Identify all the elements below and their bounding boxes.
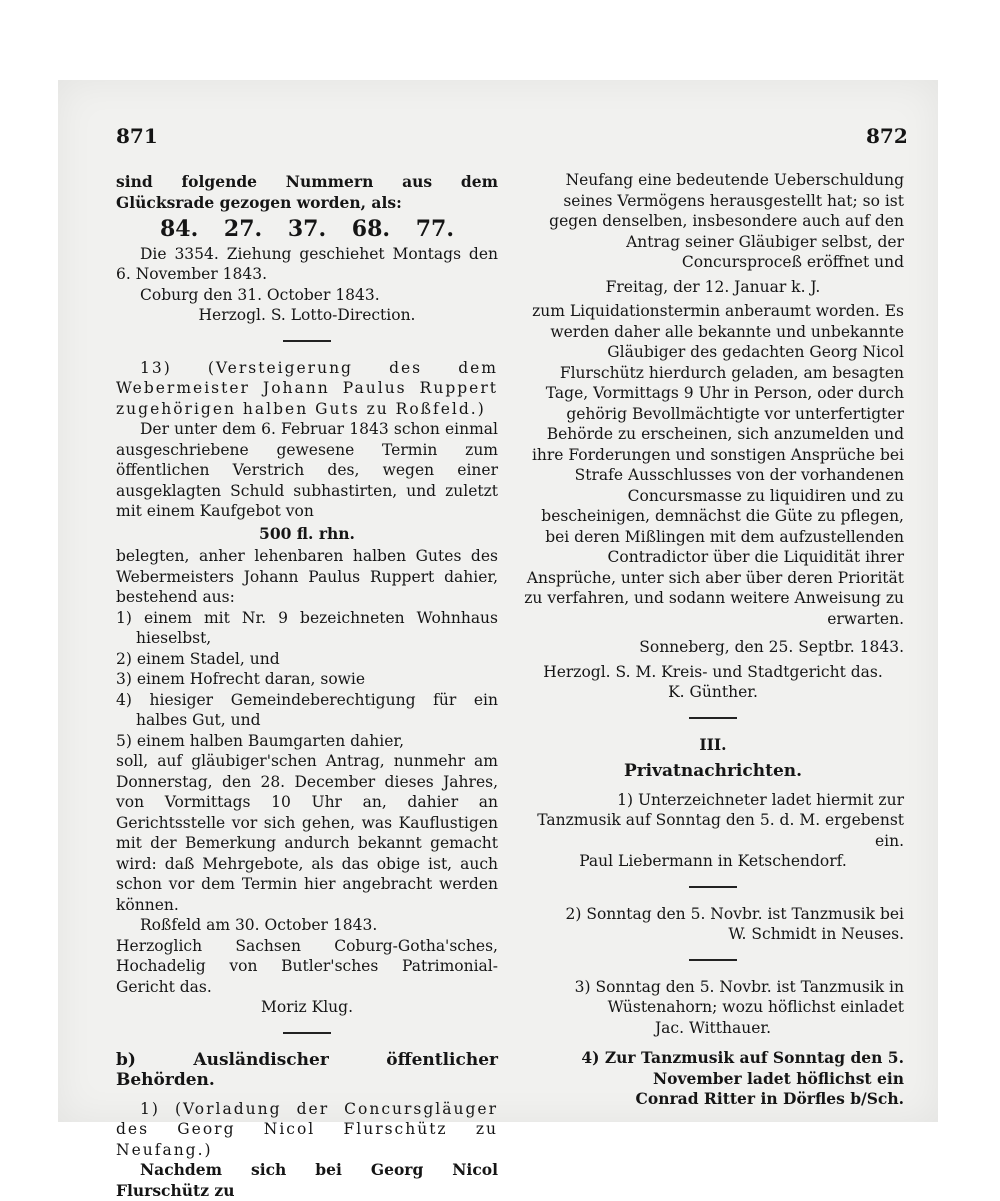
list-item: 1) einem mit Nr. 9 bezeichneten Wohnhaus hieselbst, — [116, 608, 498, 647]
notice-13-place-date: Roßfeld am 30. October 1843. — [140, 916, 378, 934]
section-3-numeral: III. — [699, 734, 727, 754]
ad-3-signer: Jac. Witthauer. — [654, 1018, 772, 1037]
separator-rule — [283, 340, 331, 342]
separator-rule — [283, 1032, 331, 1034]
continuation-paragraph-2: zum Liquidationstermin anberaumt worden. Es werden daher alle bekannte und unbekannte Gläubiger des gedachten Georg Nicol Flurschütz hierdurch geladen, am besagten Tage, Vormittags 9 Uhr in Person, oder durch gehörig Bevollmächtigte vor unterfertigter Behörde zu erscheinen, sich anzumelden und ihre Forderungen und sonstigen Ansprüche bei Strafe Ausschlusses von der vorhandenen Concursmasse zu liquidiren und zu bescheinigen, demnächst die Güte zu pflegen, bei deren Mißlingen mit dem aufzustellenden Contradictor über die Liquidität ihrer Ansprüche, unter sich aber über deren Priorität zu verfahren, und sodann weitere Anweisung zu erwarten. — [524, 302, 904, 628]
left-column — [116, 172, 498, 1201]
lottery-signature: Herzogl. S. Lotto-Direction. — [198, 306, 416, 324]
lottery-numbers: 84. 27. 37. 68. 77. — [159, 216, 454, 242]
ad-2-text: 2) Sonntag den 5. Novbr. ist Tanzmusik bei W. Schmidt in Neuses. — [565, 904, 904, 943]
ad-4-signer: Conrad Ritter in Dörfles b/Sch. — [635, 1089, 904, 1108]
section-b-heading: b) Ausländischer öffentlicher Behörden. — [116, 1049, 498, 1090]
section-b-item-1-start: Nachdem sich bei Georg Nicol Flurschütz zu — [116, 1160, 498, 1200]
ad-3-text: 3) Sonntag den 5. Novbr. ist Tanzmusik in Wüstenahorn; wozu höflichst einladet — [574, 977, 904, 1016]
liquidation-date: Freitag, der 12. Januar k. J. — [605, 277, 821, 296]
ad-1-signer: Paul Liebermann in Ketschendorf. — [579, 852, 847, 870]
section-b-item-1-title: 1) (Vorladung der Concursgläuger des Georg Nicol Flurschütz zu Neufang.) — [116, 1099, 498, 1159]
notice-13-court: Herzoglich Sachsen Coburg-Gotha'sches, Hochadelig von Butler'sches Patrimonial-Gericht das. — [116, 936, 498, 996]
lottery-next-draw: Die 3354. Ziehung geschiehet Montags den 6. November 1843. — [116, 244, 498, 283]
page-number-left: 871 — [116, 124, 158, 148]
continuation-place-date: Sonneberg, den 25. Septbr. 1843. — [639, 638, 904, 656]
continuation-paragraph-1: Neufang eine bedeutende Ueberschuldung seines Vermögens herausgestellt hat; so ist gegen denselben, insbesondere auch auf den Antrag seiner Gläubiger selbst, der Concursproceß eröffnet und — [549, 171, 904, 271]
notice-13-signer: Moriz Klug. — [260, 998, 354, 1016]
list-item: 2) einem Stadel, und — [116, 649, 280, 668]
lottery-place-date: Coburg den 31. October 1843. — [140, 285, 380, 304]
separator-rule — [689, 886, 737, 888]
list-item: 3) einem Hofrecht daran, sowie — [116, 670, 366, 688]
notice-13-paragraph-3: soll, auf gläubiger'schen Antrag, nunmehr am Donnerstag, den 28. December dieses Jahres, von Vormittags 10 Uhr an, dahier an Gerichtsstelle vor sich gehen, was Kauflustigen mit der Bemerkung andurch bekannt gemacht wird: daß Mehrgebote, als das obige ist, auch schon vor dem Termin hier angebracht werden können. — [116, 752, 498, 914]
right-column — [522, 170, 904, 1110]
list-item: 5) einem halben Baumgarten dahier, — [116, 731, 405, 750]
separator-rule — [689, 717, 737, 719]
separator-rule — [689, 959, 737, 961]
page-number-right: 872 — [866, 124, 908, 148]
list-item: 4) hiesiger Gemeindeberechtigung für ein halbes Gut, und — [116, 690, 498, 729]
ad-1-text: 1) Unterzeichneter ladet hiermit zur Tanzmusik auf Sonntag den 5. d. M. ergebenst ein. — [537, 790, 904, 850]
section-3-heading: Privatnachrichten. — [623, 761, 803, 781]
lottery-intro: sind folgende Nummern aus dem Glücksrade gezogen worden, als: — [116, 172, 498, 212]
ad-4-text: 4) Zur Tanzmusik auf Sonntag den 5. November ladet höflichst ein — [581, 1048, 904, 1088]
continuation-court: Herzogl. S. M. Kreis- und Stadtgericht das. — [543, 662, 883, 681]
property-list — [116, 608, 498, 752]
notice-13-paragraph-2: belegten, anher lehenbaren halben Gutes des Webermeisters Johann Paulus Ruppert dahier, bestehend aus: — [116, 547, 498, 606]
notice-13-paragraph-1: Der unter dem 6. Februar 1843 schon einmal ausgeschriebene gewesene Termin zum öffentlichen Verstrich des, wegen einer ausgeklagten Schuld subhastirten, und zuletzt mit einem Kaufgebot von — [116, 420, 498, 520]
notice-13-amount: 500 fl. rhn. — [259, 523, 355, 543]
continuation-signer: K. Günther. — [668, 683, 758, 701]
notice-13-title: 13) (Versteigerung des dem Webermeister Johann Paulus Ruppert zugehörigen halben Guts zu Roßfeld.) — [116, 358, 498, 418]
